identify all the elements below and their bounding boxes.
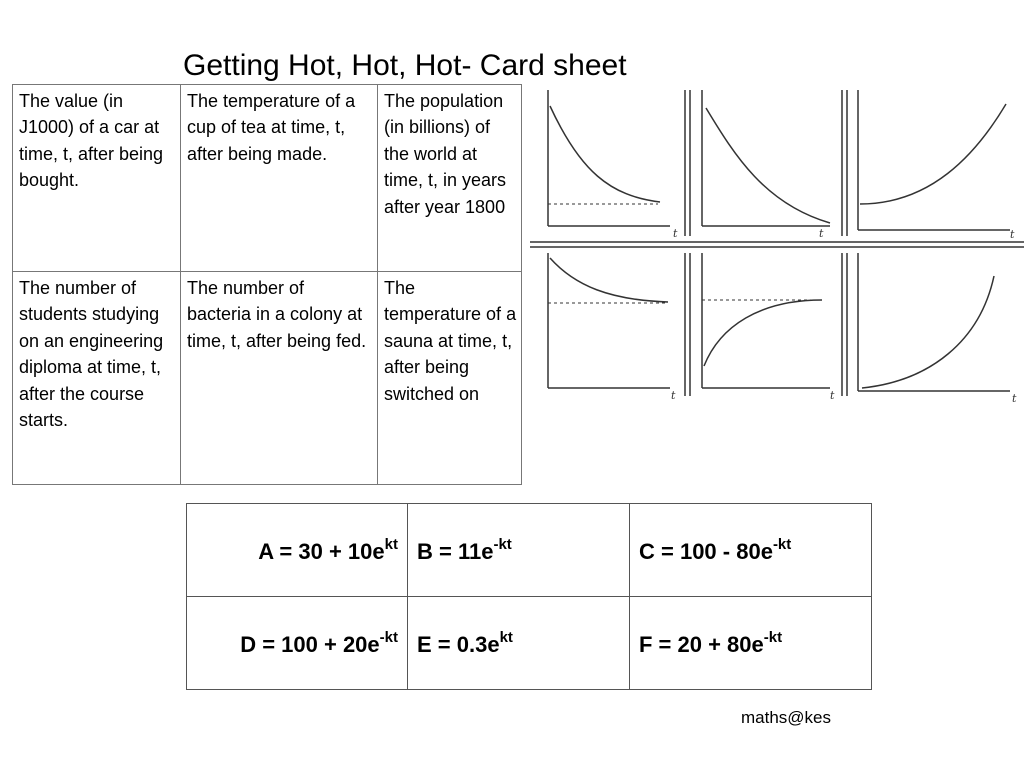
footer-credit: maths@kes [741, 708, 832, 727]
card-engineering-students: The number of students studying on an engineering diploma at time, t, after the course starts. [13, 272, 181, 485]
equation-e: $E = 0.3e^{kt}$ [408, 597, 630, 690]
equation-table [186, 503, 872, 690]
equation-b: $B = 11e^{-kt}$ [408, 504, 630, 597]
graph-curve-6 [862, 276, 994, 388]
table-row [13, 272, 522, 485]
card-sauna-temperature: The temperature of a sauna at time, t, after being switched on [378, 272, 522, 485]
axis-label-t: t [1012, 392, 1017, 405]
axis-label-t: t [671, 389, 676, 402]
card-world-population: The population (in billions) of the world at time, t, in years after year 1800 [378, 85, 522, 272]
footer-small-print [690, 711, 734, 721]
graph-curve-1 [550, 106, 660, 202]
axis-label-t: t [830, 389, 835, 402]
table-row [187, 597, 872, 690]
table-row [187, 504, 872, 597]
page-title: Getting Hot, Hot, Hot- Card sheet [183, 49, 627, 82]
graph-curve-5 [704, 300, 822, 366]
axis-label-t: t [819, 227, 824, 240]
graph-curve-2 [706, 108, 830, 223]
card-tea-temperature: The temperature of a cup of tea at time, t, after being made. [181, 85, 378, 272]
axis-label-t: t [673, 227, 678, 240]
card-car-value: The value (in J1000) of a car at time, t, after being bought. [13, 85, 181, 272]
equation-a: $A = 30 + 10e^{kt}$ [187, 504, 408, 597]
equation-c: $C = 100 - 80e^{-kt}$ [630, 504, 872, 597]
graph-cards [530, 86, 1024, 408]
card-bacteria-colony: The number of bacteria in a colony at time, t, after being fed. [181, 272, 378, 485]
equation-f: $F = 20 + 80e^{-kt}$ [630, 597, 872, 690]
axis-label-t: t [1010, 228, 1015, 241]
equation-d: $D = 100 + 20e^{-kt}$ [187, 597, 408, 690]
card-table [12, 84, 522, 485]
table-row [13, 85, 522, 272]
graph-curve-4 [550, 258, 668, 302]
graph-curve-3 [860, 104, 1006, 204]
